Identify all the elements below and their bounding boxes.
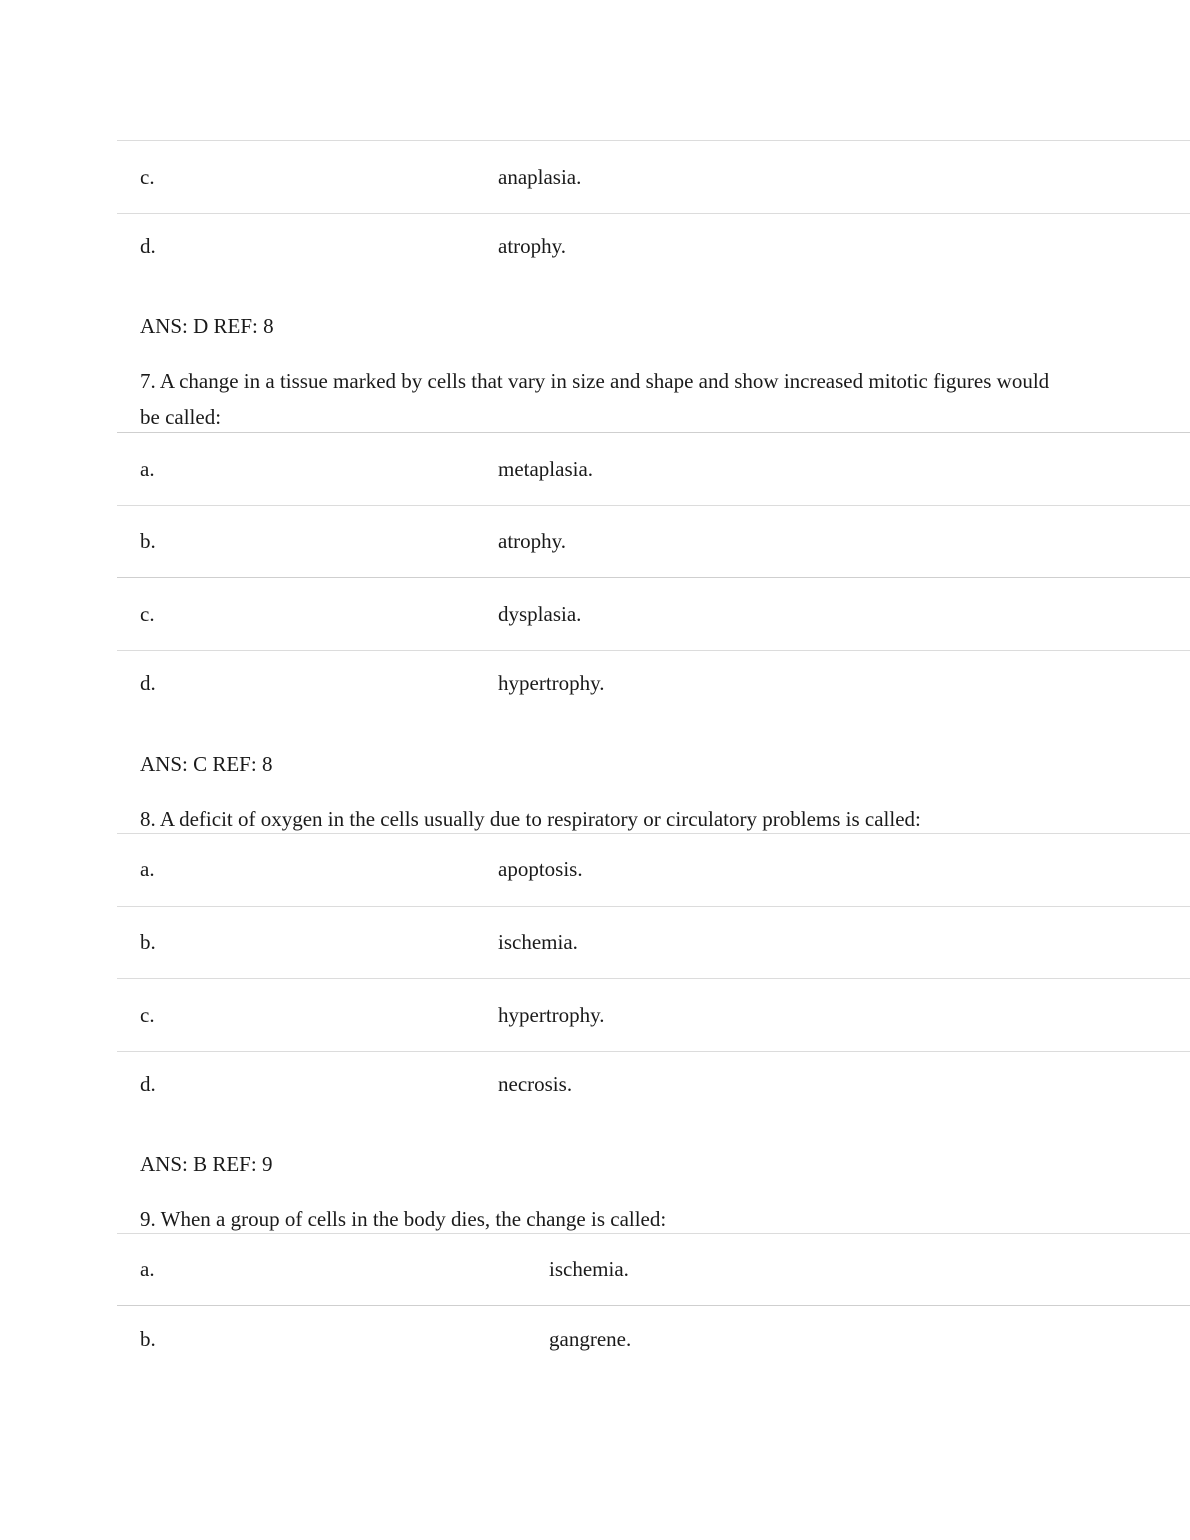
question-text: 8. A deficit of oxygen in the cells usually due to respiratory or circulatory problems is called: [140,807,921,831]
row-divider [117,906,1190,907]
option-letter: a. [140,457,155,481]
row-divider [117,1305,1190,1306]
option-letter: b. [140,529,156,553]
answer-reference: ANS: C REF: 8 [140,752,273,776]
row-divider [117,833,1190,834]
option-letter: a. [140,1257,155,1281]
row-divider [117,213,1190,214]
option-letter: d. [140,671,156,695]
row-divider [117,432,1190,433]
option-letter: c. [140,602,155,626]
option-text: ischemia. [549,1257,629,1281]
row-divider [117,140,1190,141]
row-divider [117,978,1190,979]
option-text: hypertrophy. [498,1003,605,1027]
question-text: 9. When a group of cells in the body dies, the change is called: [140,1207,667,1231]
option-text: gangrene. [549,1327,632,1351]
option-letter: b. [140,1327,156,1351]
row-divider [117,505,1190,506]
option-letter: b. [140,930,156,954]
option-text: hypertrophy. [498,671,605,695]
answer-reference: ANS: D REF: 8 [140,314,274,338]
option-text: atrophy. [498,529,567,553]
option-letter: d. [140,1072,156,1096]
option-text: atrophy. [498,234,567,258]
option-letter: c. [140,1003,155,1027]
row-divider [117,1233,1190,1234]
option-text: apoptosis. [498,857,583,881]
option-text: anaplasia. [498,165,582,189]
answer-reference: ANS: B REF: 9 [140,1152,273,1176]
option-letter: c. [140,165,155,189]
row-divider [117,577,1190,578]
row-divider [117,650,1190,651]
option-letter: d. [140,234,156,258]
row-divider [117,1051,1190,1052]
question-text: 7. A change in a tissue marked by cells that vary in size and shape and show increased mitotic figures would be called: [140,369,1050,429]
option-letter: a. [140,857,155,881]
option-text: dysplasia. [498,602,582,626]
option-text: ischemia. [498,930,578,954]
option-text: necrosis. [498,1072,573,1096]
option-text: metaplasia. [498,457,594,481]
